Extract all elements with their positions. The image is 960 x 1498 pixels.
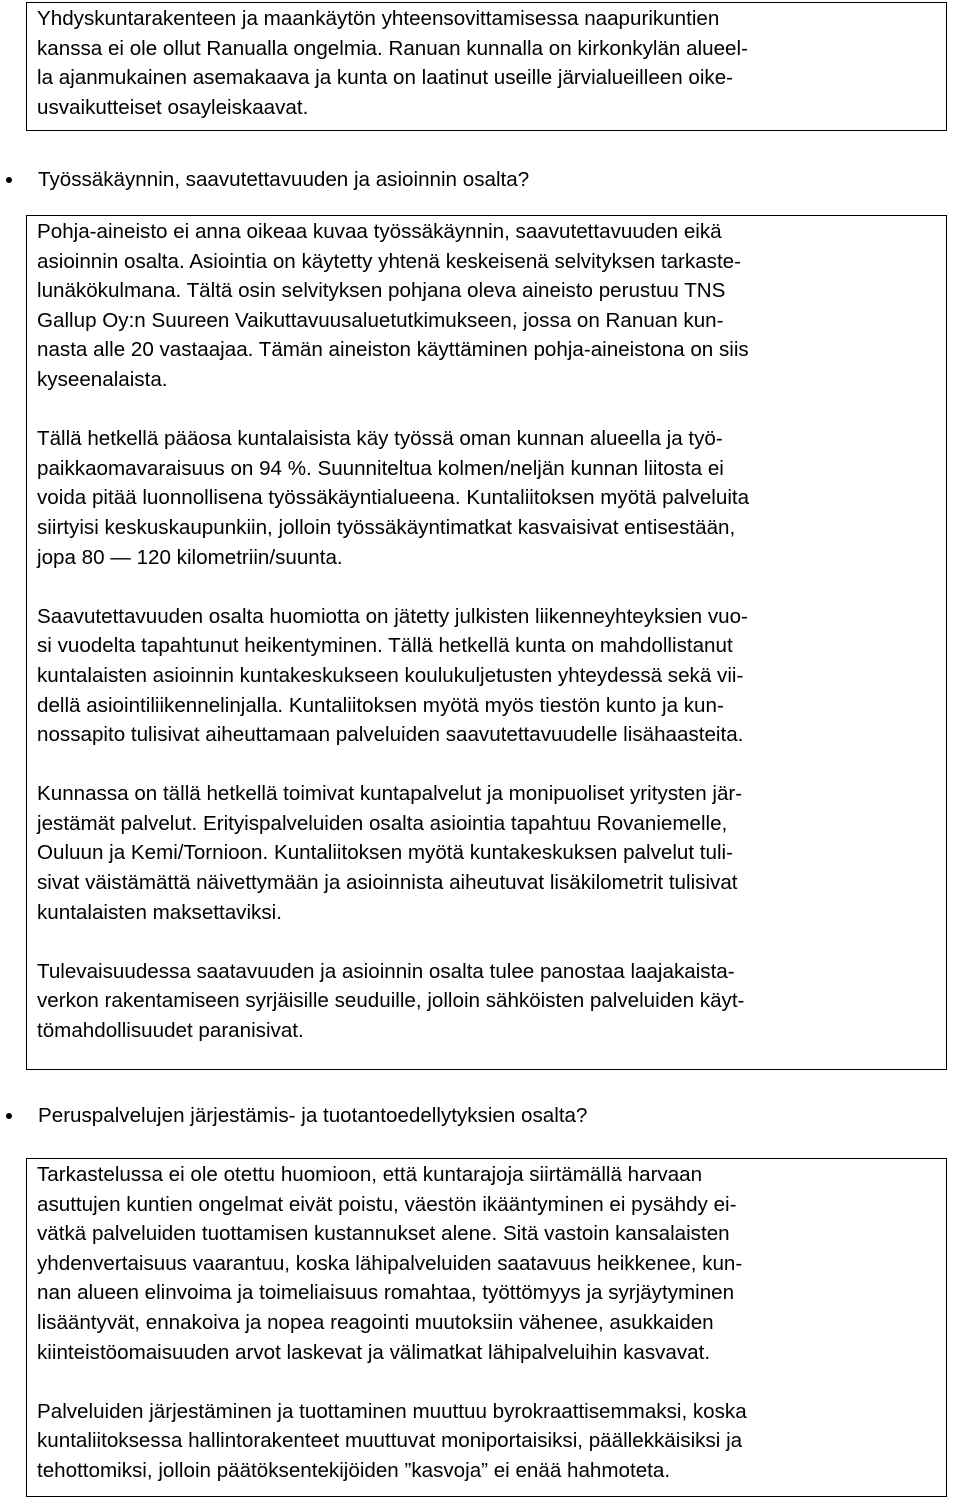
text-line: tehottomiksi, jolloin päätöksentekijöiden ”kasvoja” ei enää hahmoteta. (37, 1458, 671, 1482)
text-line: verkon rakentamiseen syrjäisille seuduille, jolloin sähköisten palveluiden käyt- (37, 989, 745, 1013)
text-line: lisääntyvät, ennakoiva ja nopea reagointi muutoksiin vähenee, asukkaiden (37, 1310, 714, 1334)
text-line: kiinteistöomaisuuden arvot laskevat ja välimatkat lähipalveluihin kasvavat. (37, 1340, 711, 1364)
text-line: Ouluun ja Kemi/Tornioon. Kuntaliitoksen myötä kuntakeskuksen palvelut tuli- (37, 841, 733, 865)
text-line: kuntaliitoksessa hallintorakenteet muuttuvat moniportaisiksi, päällekkäisiksi ja (37, 1429, 743, 1453)
text-line: Yhdyskuntarakenteen ja maankäytön yhteensovittamisessa naapurikuntien (37, 7, 720, 30)
text-line: kyseenalaista. (37, 367, 168, 391)
text-line: siirtyisi keskuskaupunkiin, jolloin työssäkäyntimatkat kasvaisivat entisestään, (37, 515, 736, 539)
text-line: Palveluiden järjestäminen ja tuottaminen muuttuu byrokraattisemmaksi, koska (37, 1399, 747, 1423)
text-line: nasta alle 20 vastaajaa. Tämän aineiston käyttäminen pohja-aineistona on siis (37, 338, 749, 362)
paragraph (37, 424, 936, 572)
text-line: Pohja-aineisto ei anna oikeaa kuvaa työssäkäynnin, saavutettavuuden eikä (37, 220, 722, 243)
text-line: yhdenvertaisuus vaarantuu, koska lähipalveluiden saatavuus heikkenee, kun- (37, 1251, 743, 1275)
text-line: jestämät palvelut. Erityispalveluiden osalta asiointia tapahtuu Rovaniemelle, (37, 811, 728, 835)
paragraph (37, 217, 936, 395)
text-line: paikkaomavaraisuus on 94 %. Suunniteltua kolmen/neljän kunnan liitosta ei (37, 456, 724, 480)
text-line: Gallup Oy:n Suureen Vaikuttavuusaluetutkimukseen, jossa on Ranuan kun- (37, 308, 724, 332)
bullet-icon (6, 1113, 12, 1119)
question-text: Peruspalvelujen järjestämis- ja tuotantoedellytyksien osalta? (38, 1104, 588, 1127)
text-line: usvaikutteiset osayleiskaavat. (37, 95, 309, 119)
text-line: sivat väistämättä näivettymään ja asioinnista aiheutuvat lisäkilometrit tulisivat (37, 871, 738, 895)
text-line: si vuodelta tapahtunut heikentyminen. Tällä hetkellä kunta on mahdollistanut (37, 634, 733, 658)
question-text: Työssäkäynnin, saavutettavuuden ja asioinnin osalta? (38, 168, 530, 191)
text-line: lunäkökulmana. Tältä osin selvityksen pohjana oleva aineisto perustuu TNS (37, 279, 726, 303)
bullet-icon (6, 177, 12, 183)
text-line: Tarkastelussa ei ole otettu huomioon, että kuntarajoja siirtämällä harvaan (37, 1163, 703, 1186)
text-line: asuttujen kuntien ongelmat eivät poistu, väestön ikääntyminen ei pysähdy ei- (37, 1192, 737, 1216)
text-line: la ajanmukainen asemakaava ja kunta on laatinut useille järvialueilleen oike- (37, 66, 734, 90)
text-line: jopa 80 — 120 kilometriin/suunta. (37, 545, 343, 569)
text-line: Kunnassa on tällä hetkellä toimivat kuntapalvelut ja monipuoliset yritysten jär- (37, 782, 743, 806)
question-basic-services (0, 1101, 960, 1131)
text-line: kuntalaisten maksettaviksi. (37, 900, 282, 924)
paragraph (37, 957, 936, 1046)
text-line: nan alueen elinvoima ja toimeliaisuus romahtaa, työttömyys ja syrjäytyminen (37, 1281, 735, 1305)
text-line: Saavutettavuuden osalta huomiotta on jätetty julkisten liikenneyhteyksien vuo- (37, 604, 748, 628)
text-line: Tulevaisuudessa saatavuuden ja asioinnin osalta tulee panostaa laajakaista- (37, 959, 735, 983)
paragraph (37, 1397, 936, 1486)
text-line: kuntalaisten asioinnin kuntakeskukseen koulukuljetusten yhteydessä sekä vii- (37, 663, 744, 687)
text-line: tömahdollisuudet paranisivat. (37, 1019, 304, 1043)
text-line: kanssa ei ole ollut Ranualla ongelmia. Ranuan kunnalla on kirkonkylän alueel- (37, 36, 748, 60)
text-box-commuting (26, 215, 947, 1070)
text-box-basic-services (26, 1158, 947, 1497)
paragraph (37, 1160, 936, 1367)
text-line: voida pitää luonnollisena työssäkäyntialueena. Kuntaliitoksen myötä palveluita (37, 486, 750, 510)
text-line: vätkä palveluiden tuottamisen kustannukset alene. Sitä vastoin kansalaisten (37, 1222, 730, 1246)
text-line: dellä asiointiliikennelinjalla. Kuntaliitoksen myötä myös tiestön kunto ja kun- (37, 693, 724, 717)
text-line: nossapito tulisivat aiheuttamaan palveluiden saavutettavuudelle lisähaasteita. (37, 723, 744, 747)
text-line: Tällä hetkellä pääosa kuntalaisista käy työssä oman kunnan alueella ja työ- (37, 427, 723, 451)
paragraph (37, 779, 936, 927)
question-commuting (0, 165, 960, 195)
text-line: asioinnin osalta. Asiointia on käytetty yhtenä keskeisenä selvityksen tarkaste- (37, 249, 741, 273)
text-box-land-use (26, 2, 947, 131)
paragraph (37, 602, 936, 750)
